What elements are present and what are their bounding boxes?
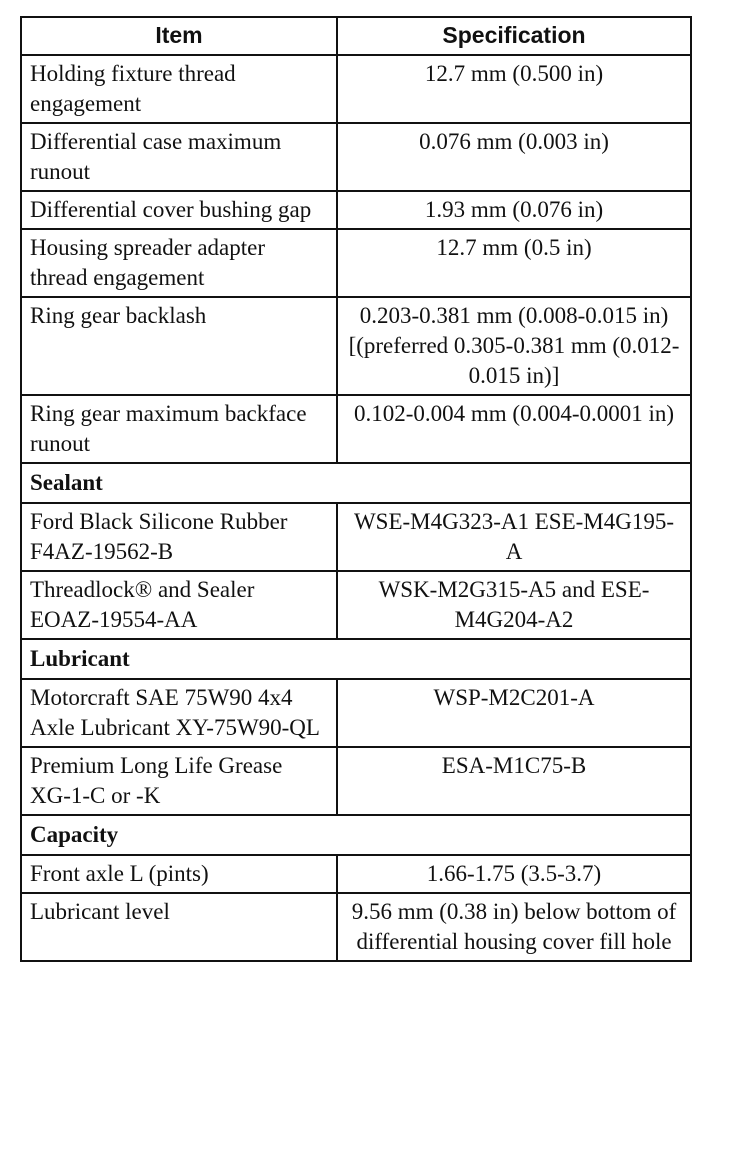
specification-cell: ESA-M1C75-B — [337, 747, 691, 815]
item-cell: Threadlock® and Sealer EOAZ-19554-AA — [21, 571, 337, 639]
specification-cell: 0.076 mm (0.003 in) — [337, 123, 691, 191]
table-body — [21, 55, 691, 961]
specification-cell: 1.66-1.75 (3.5-3.7) — [337, 855, 691, 893]
item-cell: Ring gear maximum backface runout — [21, 395, 337, 463]
item-cell: Motorcraft SAE 75W90 4x4 Axle Lubricant XY-75W90-QL — [21, 679, 337, 747]
item-cell: Differential case maximum runout — [21, 123, 337, 191]
table-row — [21, 395, 691, 463]
table-row — [21, 229, 691, 297]
section-heading: Lubricant — [21, 639, 691, 679]
item-cell: Premium Long Life Grease XG-1-C or -K — [21, 747, 337, 815]
section-row — [21, 463, 691, 503]
table-row — [21, 571, 691, 639]
item-cell: Holding fixture thread engagement — [21, 55, 337, 123]
section-row — [21, 815, 691, 855]
table-row — [21, 855, 691, 893]
table-row — [21, 191, 691, 229]
item-column-header: Item — [21, 17, 337, 55]
header-row — [21, 17, 691, 55]
specification-cell: WSK-M2G315-A5 and ESE-M4G204-A2 — [337, 571, 691, 639]
table-row — [21, 747, 691, 815]
table-row — [21, 55, 691, 123]
specification-cell: WSP-M2C201-A — [337, 679, 691, 747]
section-heading: Capacity — [21, 815, 691, 855]
item-cell: Front axle L (pints) — [21, 855, 337, 893]
specification-cell: 0.203-0.381 mm (0.008-0.015 in) [(preferred 0.305-0.381 mm (0.012-0.015 in)] — [337, 297, 691, 395]
specification-cell: 12.7 mm (0.500 in) — [337, 55, 691, 123]
item-cell: Ford Black Silicone Rubber F4AZ-19562-B — [21, 503, 337, 571]
specification-table — [20, 16, 692, 962]
specification-cell: 0.102-0.004 mm (0.004-0.0001 in) — [337, 395, 691, 463]
section-heading: Sealant — [21, 463, 691, 503]
specification-cell: WSE-M4G323-A1 ESE-M4G195-A — [337, 503, 691, 571]
table-row — [21, 123, 691, 191]
table-row — [21, 503, 691, 571]
item-cell: Housing spreader adapter thread engagement — [21, 229, 337, 297]
table-row — [21, 893, 691, 961]
specification-column-header: Specification — [337, 17, 691, 55]
specification-cell: 9.56 mm (0.38 in) below bottom of differential housing cover fill hole — [337, 893, 691, 961]
specification-cell: 12.7 mm (0.5 in) — [337, 229, 691, 297]
table-row — [21, 679, 691, 747]
item-cell: Lubricant level — [21, 893, 337, 961]
table-row — [21, 297, 691, 395]
section-row — [21, 639, 691, 679]
item-cell: Ring gear backlash — [21, 297, 337, 395]
item-cell: Differential cover bushing gap — [21, 191, 337, 229]
specification-cell: 1.93 mm (0.076 in) — [337, 191, 691, 229]
